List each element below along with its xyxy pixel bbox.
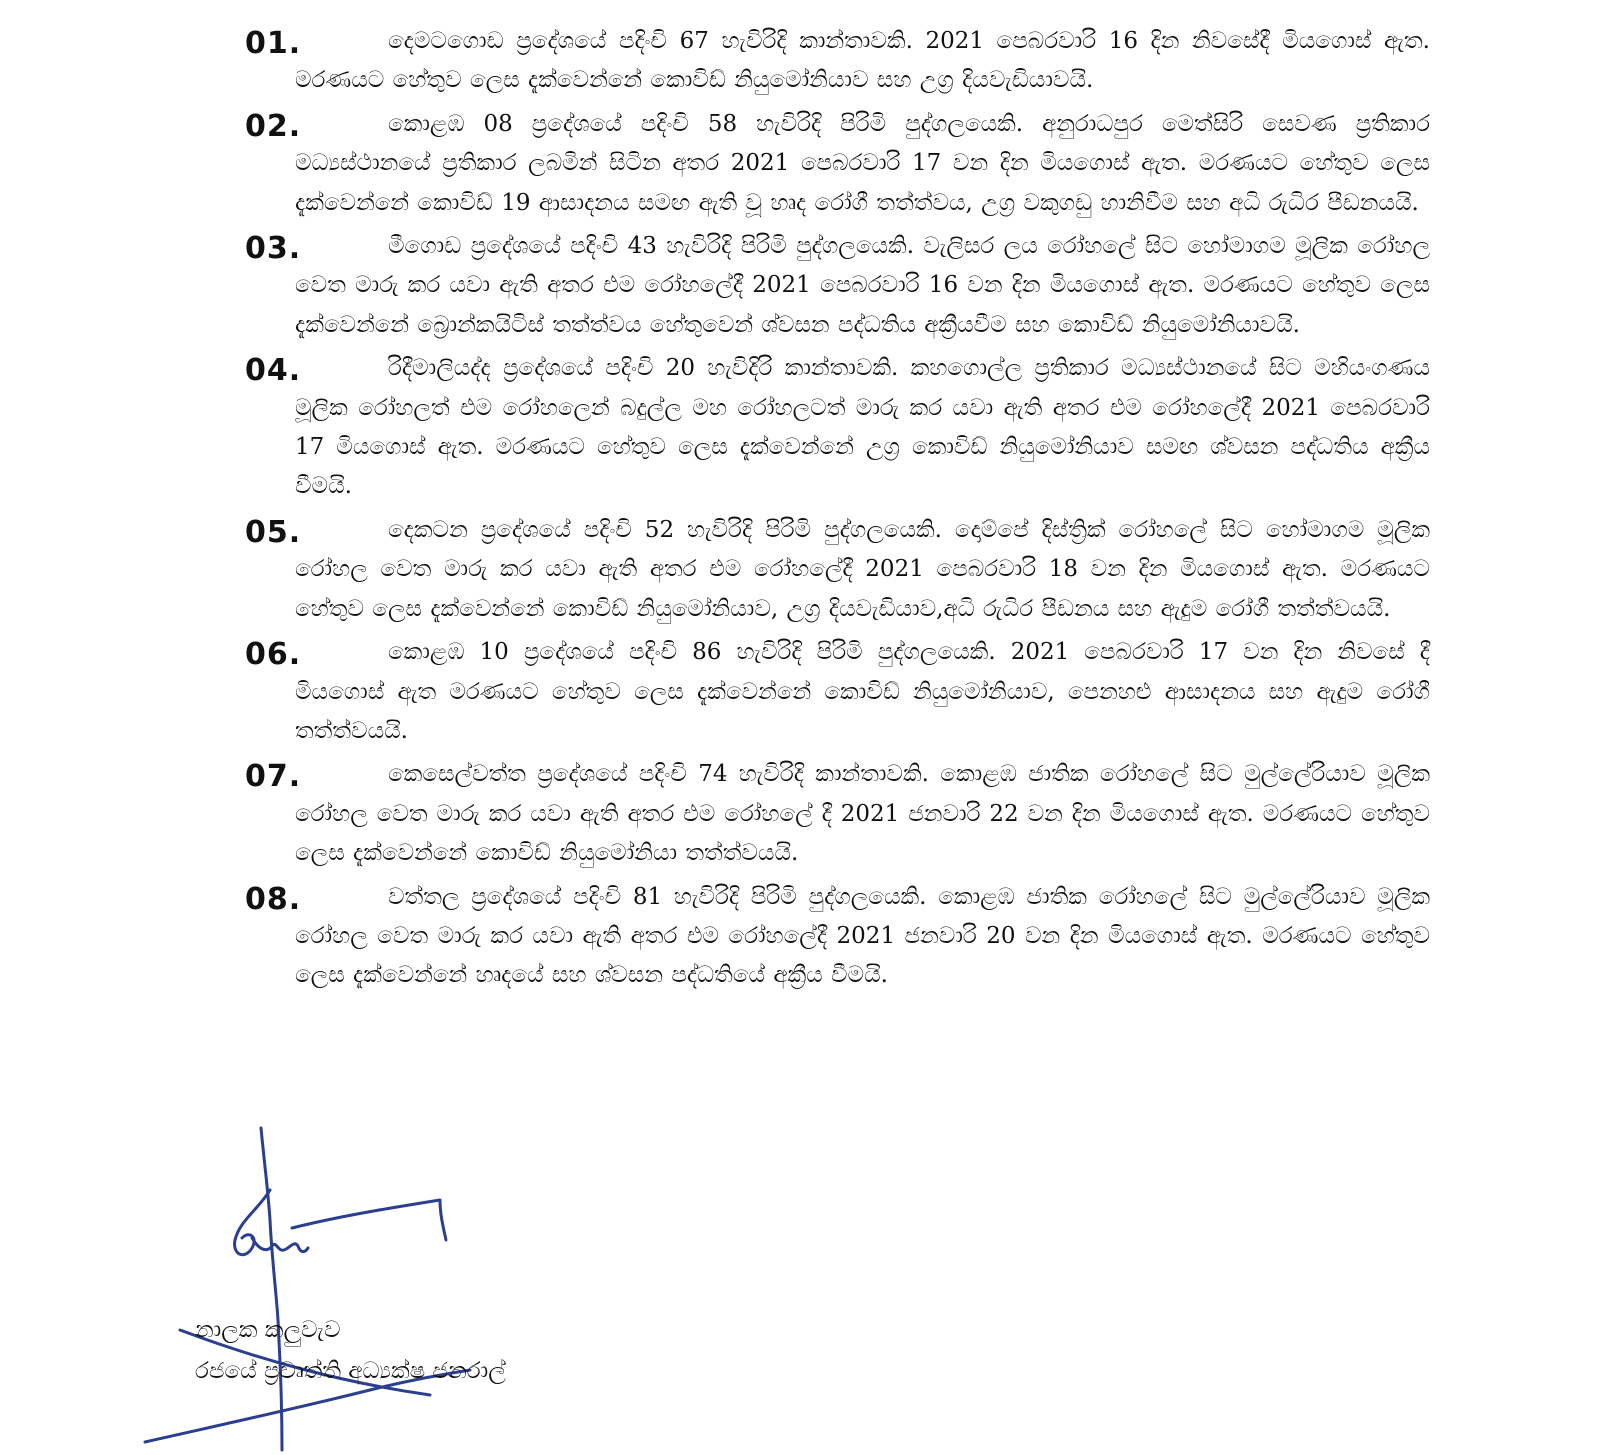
list-item [245, 22, 1430, 101]
item-text: කෙසෙල්වත්ත ප්‍රදේශයේ පදිංචි 74 හැවිරිදි කාන්තාවකි. කොළඹ ජාතික රෝහලේ සිට මුල්ලේරියාව මූලික රෝහල වෙත මාරු කර යවා ඇති අතර එම රෝහලේ දී 2021 ජනවාරි 22 වන දින මියගොස් ඇත. මරණයට හේතුව ලෙස දැක්වෙන්නේ කොවිඩ් නියුමෝනියා තත්ත්වයයි. [295, 761, 1430, 867]
list-item [245, 755, 1430, 873]
item-number: 06. [245, 637, 302, 673]
item-number: 07. [245, 759, 302, 795]
signature-stroke-loop [235, 1190, 270, 1255]
item-text: මීගොඩ ප්‍රදේශයේ පදිංචි 43 හැවිරිදි පිරිමි පුද්ගලයෙකි. වැලිසර ලය රෝහලේ සිට හෝමාගම මූලික රෝහල වෙත මාරු කර යවා ඇති අතර එම රෝහලේදී 2021 පෙබරවාරි 16 වන දින මියගොස් ඇත. මරණයට හේතුව ලෙස දැක්වෙන්නේ බ්‍රොන්කයිටිස් තත්ත්වය හේතුවෙන් ශ්වසන පද්ධතිය අක්‍රීයවීම සහ කොවිඩ් නියුමෝනියාවයි. [295, 233, 1430, 338]
list-item [245, 105, 1430, 223]
item-text: රිදීමාලියද්ද ප්‍රදේශයේ පදිංචි 20 හැවිදිරි කාන්තාවකි. කහගොල්ල ප්‍රතිකාර මධ්‍යස්ථානයේ සිට මහියංගණය මූලික රෝහලත් එම රෝහලෙන් බදුල්ල මහ රෝහලටත් මාරු කර යවා ඇති අතර එම රෝහලේදී 2021 පෙබරවාරි 17 මියගොස් ඇත. මරණයට හේතුව ලෙස දැක්වෙන්නේ උග්‍ර කොවිඩ් නියුමෝනියාව සමඟ ශ්වසන පද්ධතිය අක්‍රීය වීමයි. [295, 355, 1430, 500]
item-number: 04. [245, 353, 302, 389]
list-item [245, 878, 1430, 996]
signatory-block [195, 1310, 506, 1392]
signature-stroke-upper [292, 1200, 446, 1240]
item-text: දෙකටන ප්‍රදේශයේ පදිංචි 52 හැවිරිදි පිරිමි පුද්ගලයෙකි. දොම්පේ දිස්ත්‍රික් රෝහලේ සිට හෝමාගම මූලික රෝහල වෙත මාරු කර යවා ඇති අතර එම රෝහලේදී 2021 පෙබරවාරි 18 වන දින මියගොස් ඇත. මරණයට හේතුව ලෙස දැක්වෙන්නේ කොවිඩ් නියුමෝනියාව, උග්‍ර දියවැඩියාව,අධි රුධිර පීඩනය සහ ඇදුම රෝගී තත්ත්වයයි. [295, 516, 1430, 622]
list-item [245, 227, 1430, 345]
item-number: 03. [245, 231, 302, 267]
item-number: 02. [245, 108, 302, 144]
item-number: 05. [245, 514, 302, 550]
signatory-name: නාලක කලුවැව [195, 1317, 341, 1343]
list-item [245, 633, 1430, 751]
item-text: කොළඹ 10 ප්‍රදේශයේ පදිංචි 86 හැවිරිදි පිරිමි පුද්ගලයෙකි. 2021 පෙබරවාරි 17 වන දින නිවසේ දී මියගොස් ඇත මරණයට හේතුව ලෙස දැක්වෙන්නේ කොවිඩ් නියුමෝනියාව, පෙනහළු ආසාදනය සහ ඇදුම රෝගී තත්ත්වයයි. [295, 639, 1430, 744]
signature-stroke-letters [252, 1238, 308, 1252]
item-text: දෙමටගොඩ ප්‍රදේශයේ පදිංචි 67 හැවිරිදි කාන්තාවකි. 2021 පෙබරවාරි 16 දින නිවසේදී මියගොස් ඇත. මරණයට හේතුව ලෙස දැක්වෙන්නේ කොවිඩ් නියුමෝනියාව සහ උග්‍ර දියවැඩියාවයි. [295, 28, 1430, 94]
item-number: 01. [245, 26, 302, 61]
death-report-list [245, 22, 1430, 1000]
item-text: වත්තල ප්‍රදේශයේ පදිංචි 81 හැවිරිදි පිරිමි පුද්ගලයෙකි. කොළඹ ජාතික රෝහලේ සිට මුල්ලේරියාව මූලික රෝහල වෙත මාරු කර යවා ඇති අතර එම රෝහලේදී 2021 ජනවාරි 20 වන දින මියගොස් ඇත. මරණයට හේතුව ලෙස දැක්වෙන්නේ හෘදයේ සහ ශ්වසන පද්ධතියේ අක්‍රීය වීමයි. [295, 883, 1430, 989]
signature-stroke-vertical [261, 1128, 282, 1450]
item-number: 08. [245, 881, 302, 917]
handwritten-signature [140, 1120, 520, 1455]
list-item [245, 511, 1430, 629]
signatory-title: රජයේ ප්‍රවෘත්ති අධ්‍යක්ෂ ජනරාල් [195, 1358, 506, 1384]
list-item [245, 349, 1430, 507]
item-text: කොළඹ 08 ප්‍රදේශයේ පදිංචි 58 හැවිරිදි පිරිමි පුද්ගලයෙකි. අනුරාධපුර මෙත්සිරි සෙවණ ප්‍රතිකාර මධ්‍යස්ථානයේ ප්‍රතිකාර ලබමින් සිටින අතර 2021 පෙබරවාරි 17 වන දින මියගොස් ඇත. මරණයට හේතුව ලෙස දැක්වෙන්නේ කොවිඩ් 19 ආසාදනය සමඟ ඇති වූ හෘද රෝගී තත්ත්වය, උග්‍ර වකුගඩු හානිවීම සහ අධි රුධිර පීඩනයයි. [295, 110, 1430, 216]
